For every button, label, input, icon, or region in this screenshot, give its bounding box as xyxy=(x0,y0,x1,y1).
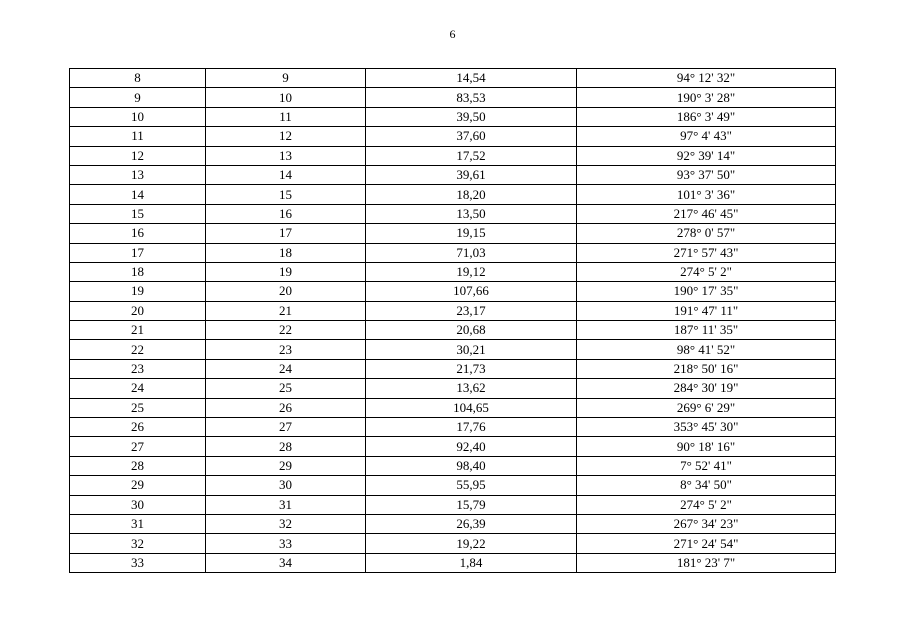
to-point-cell: 20 xyxy=(206,282,366,301)
distance-cell: 26,39 xyxy=(366,514,577,533)
bearing-cell: 98° 41' 52" xyxy=(577,340,836,359)
table-row xyxy=(70,534,836,553)
distance-cell: 17,76 xyxy=(366,418,577,437)
bearing-cell: 274° 5' 2" xyxy=(577,495,836,514)
distance-cell: 92,40 xyxy=(366,437,577,456)
table-row xyxy=(70,418,836,437)
table-row xyxy=(70,301,836,320)
to-point-cell: 24 xyxy=(206,359,366,378)
from-point-cell: 9 xyxy=(70,88,206,107)
table-row xyxy=(70,553,836,572)
from-point-cell: 31 xyxy=(70,514,206,533)
to-point-cell: 11 xyxy=(206,107,366,126)
to-point-cell: 30 xyxy=(206,476,366,495)
bearing-cell: 101° 3' 36" xyxy=(577,185,836,204)
table-row xyxy=(70,476,836,495)
to-point-cell: 34 xyxy=(206,553,366,572)
page-number: 6 xyxy=(449,27,456,41)
table-row xyxy=(70,146,836,165)
table-row xyxy=(70,321,836,340)
bearing-cell: 90° 18' 16" xyxy=(577,437,836,456)
table-row xyxy=(70,398,836,417)
distance-cell: 55,95 xyxy=(366,476,577,495)
distance-cell: 1,84 xyxy=(366,553,577,572)
from-point-cell: 21 xyxy=(70,321,206,340)
distance-cell: 15,79 xyxy=(366,495,577,514)
to-point-cell: 26 xyxy=(206,398,366,417)
from-point-cell: 11 xyxy=(70,127,206,146)
from-point-cell: 19 xyxy=(70,282,206,301)
bearing-cell: 353° 45' 30" xyxy=(577,418,836,437)
to-point-cell: 14 xyxy=(206,165,366,184)
from-point-cell: 8 xyxy=(70,69,206,88)
from-point-cell: 13 xyxy=(70,165,206,184)
to-point-cell: 29 xyxy=(206,456,366,475)
table-row xyxy=(70,88,836,107)
bearing-cell: 93° 37' 50" xyxy=(577,165,836,184)
bearing-cell: 267° 34' 23" xyxy=(577,514,836,533)
from-point-cell: 25 xyxy=(70,398,206,417)
distance-cell: 98,40 xyxy=(366,456,577,475)
table-row xyxy=(70,243,836,262)
from-point-cell: 26 xyxy=(70,418,206,437)
bearing-cell: 274° 5' 2" xyxy=(577,262,836,281)
table-row xyxy=(70,437,836,456)
to-point-cell: 21 xyxy=(206,301,366,320)
bearing-cell: 191° 47' 11" xyxy=(577,301,836,320)
table-row xyxy=(70,185,836,204)
to-point-cell: 9 xyxy=(206,69,366,88)
table-row xyxy=(70,107,836,126)
from-point-cell: 29 xyxy=(70,476,206,495)
bearing-cell: 94° 12' 32" xyxy=(577,69,836,88)
bearing-cell: 187° 11' 35" xyxy=(577,321,836,340)
bearing-cell: 97° 4' 43" xyxy=(577,127,836,146)
table-row xyxy=(70,69,836,88)
distance-cell: 37,60 xyxy=(366,127,577,146)
to-point-cell: 18 xyxy=(206,243,366,262)
distance-cell: 20,68 xyxy=(366,321,577,340)
bearing-cell: 217° 46' 45" xyxy=(577,204,836,223)
from-point-cell: 22 xyxy=(70,340,206,359)
to-point-cell: 22 xyxy=(206,321,366,340)
table-row xyxy=(70,127,836,146)
table-row xyxy=(70,282,836,301)
distance-cell: 14,54 xyxy=(366,69,577,88)
to-point-cell: 31 xyxy=(206,495,366,514)
distance-cell: 19,12 xyxy=(366,262,577,281)
from-point-cell: 12 xyxy=(70,146,206,165)
to-point-cell: 17 xyxy=(206,224,366,243)
from-point-cell: 32 xyxy=(70,534,206,553)
from-point-cell: 14 xyxy=(70,185,206,204)
from-point-cell: 15 xyxy=(70,204,206,223)
to-point-cell: 15 xyxy=(206,185,366,204)
bearing-cell: 271° 57' 43" xyxy=(577,243,836,262)
distance-cell: 13,50 xyxy=(366,204,577,223)
bearing-cell: 269° 6' 29" xyxy=(577,398,836,417)
bearing-cell: 284° 30' 19" xyxy=(577,379,836,398)
bearing-cell: 190° 3' 28" xyxy=(577,88,836,107)
bearing-cell: 278° 0' 57" xyxy=(577,224,836,243)
distance-cell: 23,17 xyxy=(366,301,577,320)
from-point-cell: 33 xyxy=(70,553,206,572)
table-row xyxy=(70,262,836,281)
table-row xyxy=(70,456,836,475)
table-row xyxy=(70,495,836,514)
distance-cell: 71,03 xyxy=(366,243,577,262)
from-point-cell: 23 xyxy=(70,359,206,378)
bearing-cell: 271° 24' 54" xyxy=(577,534,836,553)
distance-cell: 39,61 xyxy=(366,165,577,184)
distance-cell: 104,65 xyxy=(366,398,577,417)
distance-cell: 30,21 xyxy=(366,340,577,359)
table-row xyxy=(70,379,836,398)
table-row xyxy=(70,165,836,184)
table-row xyxy=(70,514,836,533)
from-point-cell: 10 xyxy=(70,107,206,126)
bearing-cell: 92° 39' 14" xyxy=(577,146,836,165)
from-point-cell: 18 xyxy=(70,262,206,281)
distance-cell: 21,73 xyxy=(366,359,577,378)
distance-cell: 17,52 xyxy=(366,146,577,165)
table-row xyxy=(70,340,836,359)
bearing-cell: 181° 23' 7" xyxy=(577,553,836,572)
bearing-cell: 8° 34' 50" xyxy=(577,476,836,495)
to-point-cell: 32 xyxy=(206,514,366,533)
from-point-cell: 30 xyxy=(70,495,206,514)
to-point-cell: 25 xyxy=(206,379,366,398)
table-row xyxy=(70,204,836,223)
to-point-cell: 27 xyxy=(206,418,366,437)
to-point-cell: 12 xyxy=(206,127,366,146)
to-point-cell: 19 xyxy=(206,262,366,281)
distance-cell: 13,62 xyxy=(366,379,577,398)
distance-cell: 107,66 xyxy=(366,282,577,301)
bearing-cell: 7° 52' 41" xyxy=(577,456,836,475)
from-point-cell: 27 xyxy=(70,437,206,456)
bearing-cell: 190° 17' 35" xyxy=(577,282,836,301)
survey-table-body xyxy=(70,69,836,573)
bearing-cell: 218° 50' 16" xyxy=(577,359,836,378)
from-point-cell: 17 xyxy=(70,243,206,262)
to-point-cell: 13 xyxy=(206,146,366,165)
to-point-cell: 16 xyxy=(206,204,366,223)
distance-cell: 83,53 xyxy=(366,88,577,107)
distance-cell: 19,15 xyxy=(366,224,577,243)
to-point-cell: 23 xyxy=(206,340,366,359)
from-point-cell: 20 xyxy=(70,301,206,320)
distance-cell: 39,50 xyxy=(366,107,577,126)
to-point-cell: 10 xyxy=(206,88,366,107)
survey-table xyxy=(69,68,836,573)
distance-cell: 19,22 xyxy=(366,534,577,553)
distance-cell: 18,20 xyxy=(366,185,577,204)
to-point-cell: 33 xyxy=(206,534,366,553)
from-point-cell: 24 xyxy=(70,379,206,398)
table-row xyxy=(70,359,836,378)
bearing-cell: 186° 3' 49" xyxy=(577,107,836,126)
from-point-cell: 16 xyxy=(70,224,206,243)
from-point-cell: 28 xyxy=(70,456,206,475)
to-point-cell: 28 xyxy=(206,437,366,456)
table-row xyxy=(70,224,836,243)
